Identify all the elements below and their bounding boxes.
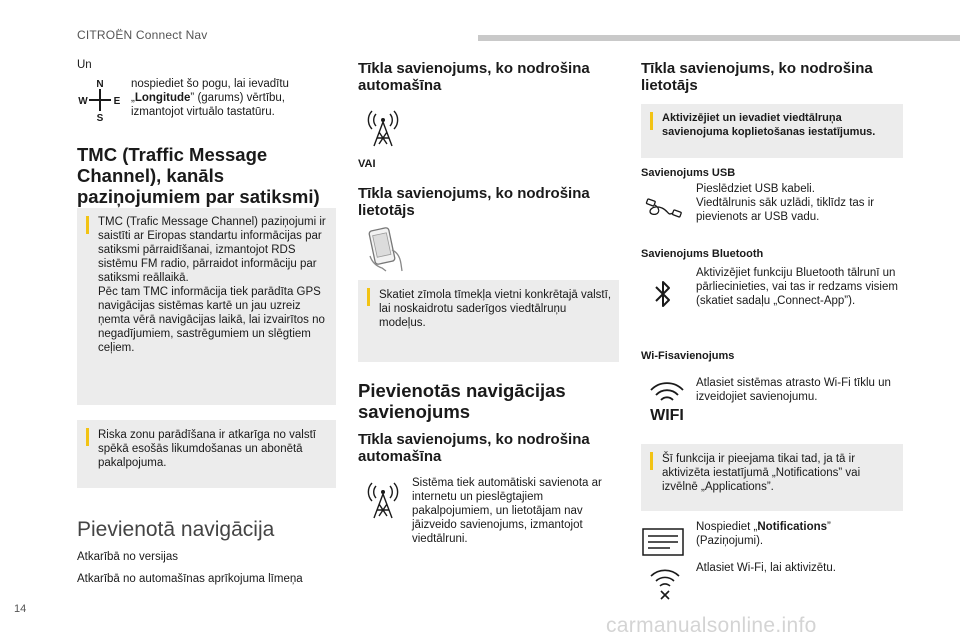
note-accent-bar	[86, 216, 89, 234]
wifi-icon-label: WIFI	[650, 407, 684, 422]
equipment-line: Atkarībā no automašīnas aprīkojuma līmeņa	[77, 573, 303, 585]
notif-pre-text: Nospiediet „	[696, 521, 758, 533]
activate-note-box	[641, 104, 903, 158]
site-note-text: Skatiet zīmola tīmekļa vietni konkrētajā valstī, lai noskaidrotu saderīgos viedtālruņu modeļus.	[379, 289, 612, 329]
tmc-note-box	[77, 208, 336, 405]
tmc-note-text: TMC (Trafic Message Channel) paziņojumi ir saistīti ar Eiropas standartu informācijas par satiksmi pārraidīšanai, izmantojot RDS sistēmu FM radio, pārraidot informāciju par satiksmi reāllaikā. Pēc tam TMC informācija tiek parādīta GPS navigācijas sistēmas kartē un jau uzreiz ņemta vērā navigācijas laikā, lai izvairītos no negadījumiem, sastrēgumiem un slēgtiem ceļiem.	[98, 216, 326, 354]
connected-nav-heading: Pievienotā navigācija	[77, 518, 275, 541]
function-note-text: Šī funkcija ir pieejama tikai tad, ja tā ir aktivizēta iestatījumā „Notifications” vai izvēlnē „Applications”.	[662, 453, 861, 493]
wifi-label: Wi-Fisavienojums	[641, 350, 735, 362]
compass-icon	[78, 78, 122, 122]
compass-n-letter: N	[96, 79, 104, 90]
compass-w-letter: W	[78, 96, 88, 107]
usb-text: Pieslēdziet USB kabeli. Viedtālrunis sāk uzlādi, tiklīdz tas ir pievienots ar USB vadu.	[696, 183, 875, 223]
user-connection-heading-3: Tīkla savienojums, ko nodrošina lietotājs	[641, 60, 873, 94]
version-line: Atkarībā no versijas	[77, 551, 178, 563]
auto-connection-heading-2: Tīkla savienojums, ko nodrošina automašīna	[358, 431, 590, 465]
manual-header-title: CITROËN Connect Nav	[77, 28, 208, 42]
wifi-icon	[645, 380, 689, 422]
notif-post-text: ” (Paziņojumi).	[696, 521, 831, 547]
notifications-text	[696, 520, 902, 548]
un-text: Un	[77, 59, 92, 71]
wifi-off-icon	[648, 566, 682, 600]
compass-e-letter: E	[113, 96, 121, 107]
antenna-icon-2	[365, 476, 401, 520]
risk-note-text: Riska zonu parādīšana ir atkarīga no valstī spēkā esošās likumdošanas un abonētā pakalpojuma.	[98, 429, 316, 469]
user-connection-heading: Tīkla savienojums, ko nodrošina lietotājs	[358, 185, 590, 219]
tmc-heading: TMC (Traffic Message Channel), kanāls paziņojumiem par satiksmi)	[77, 144, 320, 207]
usb-label: Savienojums USB	[641, 167, 736, 179]
watermark: carmanualsonline.info	[606, 614, 817, 637]
note-accent-bar	[650, 112, 653, 130]
header-rule	[478, 35, 960, 41]
bluetooth-text: Aktivizējiet funkciju Bluetooth tālrunī un pārliecinieties, vai tas ir redzams visiem (skatiet sadaļu „Connect-App”).	[696, 267, 898, 307]
wifi-text: Atlasiet sistēmas atrasto Wi-Fi tīklu un izveidojiet savienojumu.	[696, 377, 891, 403]
notif-bold-text: Notifications	[757, 521, 828, 533]
page-number: 14	[14, 603, 27, 615]
note-accent-bar	[367, 288, 370, 306]
longitude-bold-text: Longitude	[134, 92, 191, 104]
bluetooth-icon	[653, 278, 673, 310]
or-label: VAI	[358, 158, 376, 170]
usb-cable-icon	[644, 194, 684, 222]
bluetooth-label: Savienojums Bluetooth	[641, 248, 764, 260]
longitude-instruction	[131, 77, 321, 119]
auto-connection-heading: Tīkla savienojums, ko nodrošina automašīna	[358, 60, 590, 94]
longitude-pre-text: nospiediet šo pogu, lai ievadītu „	[131, 78, 289, 104]
activate-note-text: Aktivizējiet un ievadiet viedtālruņa savienojuma koplietošanas iestatījumus.	[662, 112, 876, 138]
site-note-box	[358, 280, 619, 362]
function-note-box	[641, 444, 903, 511]
note-accent-bar	[650, 452, 653, 470]
wifi-enable-text: Atlasiet Wi-Fi, lai aktivizētu.	[696, 562, 836, 574]
notifications-list-icon	[642, 528, 684, 556]
connections-heading: Pievienotās navigācijas savienojums	[358, 380, 566, 422]
risk-note-box	[77, 420, 336, 488]
longitude-post-text: ” (garums) vērtību, izmantojot virtuālo tastatūru.	[131, 92, 285, 118]
auto-connection-text: Sistēma tiek automātiski savienota ar internetu un pieslēgtajiem pakalpojumiem, un lietotājam nav jāizveido savienojums, izmantojot viedtālruni.	[412, 477, 602, 545]
note-accent-bar	[86, 428, 89, 446]
compass-s-letter: S	[96, 113, 104, 122]
smartphone-hand-icon	[364, 226, 408, 272]
antenna-icon	[365, 104, 401, 148]
